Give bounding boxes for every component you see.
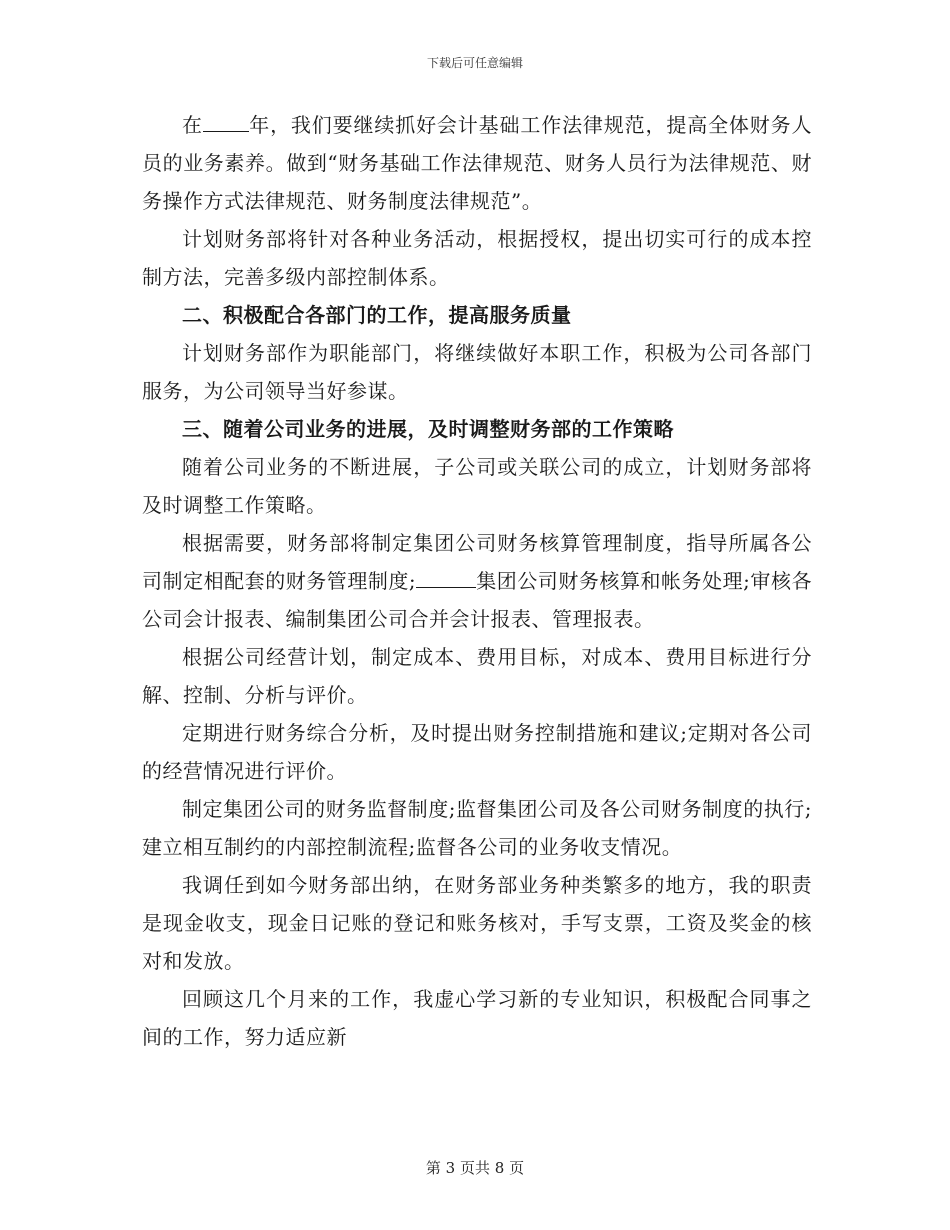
paragraph-financial-analysis: 定期进行财务综合分析，及时提出财务控制措施和建议;定期对各公司的经营情况进行评价。 xyxy=(142,721,812,783)
page-footer: 第 3 页共 8 页 xyxy=(425,1159,525,1177)
paragraph-text: 集团公司财务核算和帐务处理;审核各公司会计报表、编制集团公司合并会计报表、管理报表。 xyxy=(142,569,812,631)
paragraph-review: 回顾这几个月来的工作，我虚心学习新的专业知识，积极配合同事之间的工作，努力适应新 xyxy=(142,987,812,1049)
paragraph-accounting-norms xyxy=(142,106,812,220)
section-heading-3: 三、随着公司业务的进展，及时调整财务部的工作策略 xyxy=(182,417,674,441)
section-heading-2: 二、积极配合各部门的工作，提高服务质量 xyxy=(182,303,572,327)
page-header: 下载后可任意编辑 xyxy=(426,56,523,70)
paragraph-cost-control: 计划财务部将针对各种业务活动，根据授权，提出切实可行的成本控制方法，完善多级内部控制体系。 xyxy=(142,227,812,289)
paragraph-text: 年，我们要继续抓好会计基础工作法律规范，提高全体财务人员的业务素养。做到“财务基础工作法律规范、财务人员行为法律规范、财务操作方式法律规范、财务制度法律规范”。 xyxy=(142,113,813,213)
paragraph-strategy: 随着公司业务的不断进展，子公司或关联公司的成立，计划财务部将及时调整工作策略。 xyxy=(142,455,812,517)
paragraph-supervision: 制定集团公司的财务监督制度;监督集团公司及各公司财务制度的执行;建立相互制约的内部控制流程;监督各公司的业务收支情况。 xyxy=(142,797,812,859)
paragraph-cashier-duties: 我调任到如今财务部出纳，在财务部业务种类繁多的地方，我的职责是现金收支，现金日记账的登记和账务核对，手写支票，工资及奖金的核对和发放。 xyxy=(142,873,812,973)
document-body xyxy=(142,106,812,1056)
blank-year xyxy=(203,107,249,132)
paragraph-cost-targets: 根据公司经营计划，制定成本、费用目标，对成本、费用目标进行分解、控制、分析与评价。 xyxy=(142,645,812,707)
paragraph-service: 计划财务部作为职能部门，将继续做好本职工作，积极为公司各部门服务，为公司领导当好参谋。 xyxy=(142,341,812,403)
paragraph-text: 在 xyxy=(182,113,203,137)
blank-field xyxy=(416,563,476,588)
paragraph-text: 根据需要，财务部将制定集团公司财务核算管理制度，指导所属各公司制定相配套的财务管理制度; xyxy=(142,531,812,593)
paragraph-group-accounting xyxy=(142,524,812,638)
